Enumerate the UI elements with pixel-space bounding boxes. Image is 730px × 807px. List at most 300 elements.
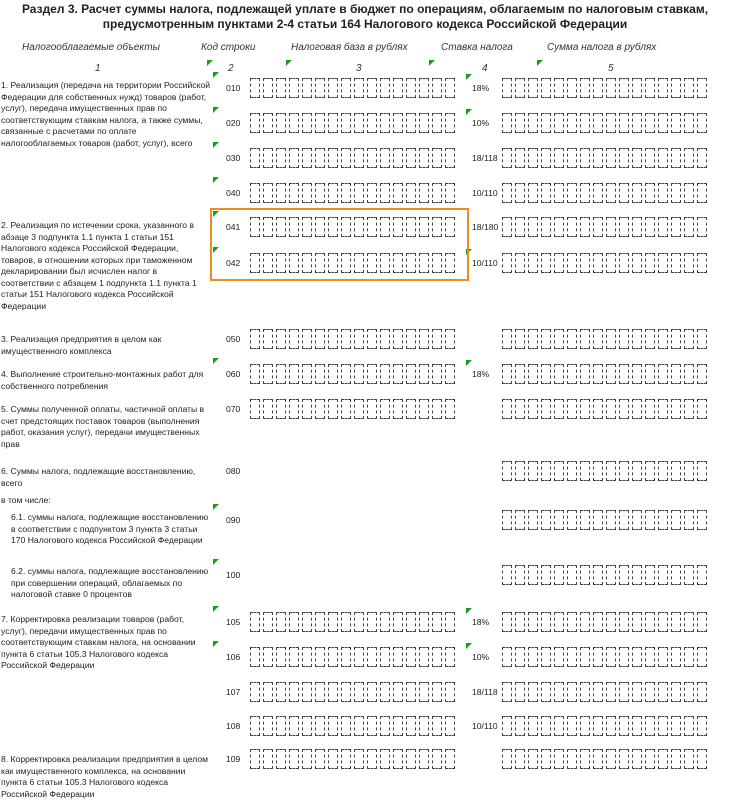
- input-cell[interactable]: [328, 682, 338, 702]
- input-cell[interactable]: [528, 716, 538, 736]
- input-cell[interactable]: [593, 113, 603, 133]
- input-cell[interactable]: [263, 749, 273, 769]
- input-cell[interactable]: [328, 183, 338, 203]
- input-cell[interactable]: [315, 329, 325, 349]
- input-cell[interactable]: [580, 329, 590, 349]
- input-cell[interactable]: [541, 148, 551, 168]
- input-cell[interactable]: [593, 399, 603, 419]
- input-cell[interactable]: [263, 329, 273, 349]
- input-cell[interactable]: [393, 113, 403, 133]
- input-cell[interactable]: [580, 399, 590, 419]
- input-cell[interactable]: [554, 716, 564, 736]
- input-cell[interactable]: [645, 113, 655, 133]
- input-cell[interactable]: [580, 461, 590, 481]
- input-cell[interactable]: [632, 682, 642, 702]
- input-cell[interactable]: [328, 364, 338, 384]
- input-cell[interactable]: [697, 565, 707, 585]
- input-cell[interactable]: [580, 749, 590, 769]
- input-cell[interactable]: [515, 510, 525, 530]
- input-cell[interactable]: [580, 253, 590, 273]
- input-cell[interactable]: [606, 364, 616, 384]
- input-cell[interactable]: [367, 78, 377, 98]
- input-cell[interactable]: [367, 399, 377, 419]
- input-cell[interactable]: [632, 565, 642, 585]
- input-cell[interactable]: [554, 647, 564, 667]
- input-cell[interactable]: [432, 399, 442, 419]
- input-cell[interactable]: [328, 716, 338, 736]
- input-cell[interactable]: [684, 510, 694, 530]
- input-cell[interactable]: [645, 682, 655, 702]
- input-cell[interactable]: [684, 78, 694, 98]
- input-cell[interactable]: [528, 113, 538, 133]
- input-cell[interactable]: [619, 148, 629, 168]
- input-cell[interactable]: [380, 716, 390, 736]
- input-cell[interactable]: [502, 749, 512, 769]
- input-cell[interactable]: [276, 716, 286, 736]
- input-cell[interactable]: [315, 647, 325, 667]
- input-cell[interactable]: [367, 183, 377, 203]
- input-cell[interactable]: [289, 716, 299, 736]
- input-cell[interactable]: [515, 749, 525, 769]
- input-cell[interactable]: [354, 612, 364, 632]
- input-cell[interactable]: [445, 399, 455, 419]
- input-cell[interactable]: [328, 329, 338, 349]
- input-cell[interactable]: [328, 399, 338, 419]
- input-cell[interactable]: [406, 329, 416, 349]
- input-cell[interactable]: [315, 148, 325, 168]
- input-cell[interactable]: [567, 183, 577, 203]
- input-cell[interactable]: [645, 329, 655, 349]
- input-cell[interactable]: [528, 612, 538, 632]
- input-cell[interactable]: [528, 682, 538, 702]
- input-cell[interactable]: [528, 749, 538, 769]
- input-cell[interactable]: [606, 78, 616, 98]
- input-cell[interactable]: [697, 716, 707, 736]
- input-cell[interactable]: [354, 78, 364, 98]
- input-cell[interactable]: [606, 329, 616, 349]
- input-cell[interactable]: [658, 113, 668, 133]
- input-cell[interactable]: [419, 78, 429, 98]
- input-cell[interactable]: [502, 461, 512, 481]
- input-cell[interactable]: [697, 647, 707, 667]
- input-cell[interactable]: [515, 647, 525, 667]
- input-cell[interactable]: [528, 148, 538, 168]
- input-cell[interactable]: [645, 148, 655, 168]
- input-cell[interactable]: [593, 329, 603, 349]
- input-cell[interactable]: [380, 113, 390, 133]
- input-cell[interactable]: [541, 183, 551, 203]
- input-cell[interactable]: [380, 148, 390, 168]
- input-cell[interactable]: [632, 647, 642, 667]
- input-cell[interactable]: [658, 461, 668, 481]
- input-cell[interactable]: [432, 329, 442, 349]
- input-cell[interactable]: [502, 113, 512, 133]
- input-cell[interactable]: [354, 749, 364, 769]
- input-cell[interactable]: [432, 612, 442, 632]
- input-cell[interactable]: [606, 647, 616, 667]
- input-cell[interactable]: [671, 364, 681, 384]
- input-cell[interactable]: [380, 399, 390, 419]
- input-cell[interactable]: [432, 148, 442, 168]
- input-cell[interactable]: [276, 78, 286, 98]
- input-cell[interactable]: [658, 183, 668, 203]
- input-cell[interactable]: [502, 565, 512, 585]
- input-cell[interactable]: [645, 510, 655, 530]
- input-cell[interactable]: [341, 612, 351, 632]
- input-cell[interactable]: [619, 113, 629, 133]
- input-cell[interactable]: [406, 682, 416, 702]
- input-cell[interactable]: [606, 183, 616, 203]
- input-cell[interactable]: [632, 364, 642, 384]
- input-cell[interactable]: [289, 749, 299, 769]
- input-cell[interactable]: [367, 647, 377, 667]
- input-cell[interactable]: [658, 364, 668, 384]
- input-cell[interactable]: [671, 565, 681, 585]
- input-cell[interactable]: [684, 682, 694, 702]
- input-cell[interactable]: [276, 749, 286, 769]
- input-cell[interactable]: [671, 716, 681, 736]
- input-cell[interactable]: [632, 329, 642, 349]
- input-cell[interactable]: [502, 253, 512, 273]
- input-cell[interactable]: [250, 749, 260, 769]
- input-cell[interactable]: [684, 253, 694, 273]
- input-cell[interactable]: [645, 253, 655, 273]
- input-cell[interactable]: [684, 565, 694, 585]
- input-cell[interactable]: [528, 399, 538, 419]
- input-cell[interactable]: [593, 749, 603, 769]
- input-cell[interactable]: [406, 148, 416, 168]
- input-cell[interactable]: [671, 183, 681, 203]
- input-cell[interactable]: [528, 364, 538, 384]
- input-cell[interactable]: [658, 510, 668, 530]
- input-cell[interactable]: [645, 183, 655, 203]
- input-cell[interactable]: [671, 113, 681, 133]
- input-cell[interactable]: [302, 113, 312, 133]
- input-cell[interactable]: [593, 78, 603, 98]
- input-cell[interactable]: [541, 399, 551, 419]
- input-cell[interactable]: [380, 647, 390, 667]
- input-cell[interactable]: [515, 329, 525, 349]
- input-cell[interactable]: [567, 329, 577, 349]
- input-cell[interactable]: [554, 682, 564, 702]
- input-cell[interactable]: [289, 113, 299, 133]
- input-cell[interactable]: [419, 329, 429, 349]
- input-cell[interactable]: [619, 364, 629, 384]
- input-cell[interactable]: [632, 510, 642, 530]
- input-cell[interactable]: [580, 183, 590, 203]
- input-cell[interactable]: [380, 749, 390, 769]
- input-cell[interactable]: [445, 682, 455, 702]
- input-cell[interactable]: [697, 148, 707, 168]
- input-cell[interactable]: [684, 461, 694, 481]
- input-cell[interactable]: [341, 329, 351, 349]
- input-cell[interactable]: [502, 364, 512, 384]
- input-cell[interactable]: [263, 716, 273, 736]
- input-cell[interactable]: [658, 253, 668, 273]
- input-cell[interactable]: [697, 612, 707, 632]
- input-cell[interactable]: [580, 510, 590, 530]
- input-cell[interactable]: [341, 647, 351, 667]
- input-cell[interactable]: [432, 716, 442, 736]
- input-cell[interactable]: [445, 329, 455, 349]
- input-cell[interactable]: [541, 510, 551, 530]
- input-cell[interactable]: [263, 78, 273, 98]
- input-cell[interactable]: [393, 183, 403, 203]
- input-cell[interactable]: [250, 113, 260, 133]
- input-cell[interactable]: [406, 716, 416, 736]
- input-cell[interactable]: [671, 399, 681, 419]
- input-cell[interactable]: [567, 461, 577, 481]
- input-cell[interactable]: [619, 253, 629, 273]
- input-cell[interactable]: [302, 78, 312, 98]
- input-cell[interactable]: [502, 148, 512, 168]
- input-cell[interactable]: [580, 217, 590, 237]
- input-cell[interactable]: [502, 329, 512, 349]
- input-cell[interactable]: [606, 612, 616, 632]
- input-cell[interactable]: [697, 113, 707, 133]
- input-cell[interactable]: [684, 183, 694, 203]
- input-cell[interactable]: [541, 682, 551, 702]
- input-cell[interactable]: [289, 329, 299, 349]
- input-cell[interactable]: [419, 647, 429, 667]
- input-cell[interactable]: [263, 148, 273, 168]
- input-cell[interactable]: [528, 183, 538, 203]
- input-cell[interactable]: [541, 647, 551, 667]
- input-cell[interactable]: [419, 716, 429, 736]
- input-cell[interactable]: [632, 716, 642, 736]
- input-cell[interactable]: [580, 113, 590, 133]
- input-cell[interactable]: [541, 565, 551, 585]
- input-cell[interactable]: [250, 364, 260, 384]
- input-cell[interactable]: [380, 329, 390, 349]
- input-cell[interactable]: [697, 749, 707, 769]
- input-cell[interactable]: [593, 217, 603, 237]
- input-cell[interactable]: [632, 253, 642, 273]
- input-cell[interactable]: [302, 329, 312, 349]
- input-cell[interactable]: [541, 612, 551, 632]
- input-cell[interactable]: [580, 647, 590, 667]
- input-cell[interactable]: [393, 612, 403, 632]
- input-cell[interactable]: [367, 148, 377, 168]
- input-cell[interactable]: [619, 682, 629, 702]
- input-cell[interactable]: [684, 716, 694, 736]
- input-cell[interactable]: [606, 461, 616, 481]
- input-cell[interactable]: [580, 78, 590, 98]
- input-cell[interactable]: [328, 148, 338, 168]
- input-cell[interactable]: [645, 565, 655, 585]
- input-cell[interactable]: [250, 148, 260, 168]
- input-cell[interactable]: [406, 183, 416, 203]
- input-cell[interactable]: [445, 716, 455, 736]
- input-cell[interactable]: [432, 78, 442, 98]
- input-cell[interactable]: [502, 399, 512, 419]
- input-cell[interactable]: [528, 461, 538, 481]
- input-cell[interactable]: [432, 183, 442, 203]
- input-cell[interactable]: [658, 682, 668, 702]
- input-cell[interactable]: [354, 682, 364, 702]
- input-cell[interactable]: [619, 217, 629, 237]
- input-cell[interactable]: [341, 399, 351, 419]
- input-cell[interactable]: [328, 749, 338, 769]
- input-cell[interactable]: [263, 183, 273, 203]
- input-cell[interactable]: [580, 682, 590, 702]
- input-cell[interactable]: [302, 148, 312, 168]
- input-cell[interactable]: [567, 565, 577, 585]
- input-cell[interactable]: [567, 749, 577, 769]
- input-cell[interactable]: [502, 217, 512, 237]
- input-cell[interactable]: [645, 749, 655, 769]
- input-cell[interactable]: [554, 612, 564, 632]
- input-cell[interactable]: [341, 183, 351, 203]
- input-cell[interactable]: [554, 364, 564, 384]
- input-cell[interactable]: [445, 647, 455, 667]
- input-cell[interactable]: [515, 612, 525, 632]
- input-cell[interactable]: [445, 148, 455, 168]
- input-cell[interactable]: [619, 510, 629, 530]
- input-cell[interactable]: [315, 612, 325, 632]
- input-cell[interactable]: [367, 682, 377, 702]
- input-cell[interactable]: [276, 399, 286, 419]
- input-cell[interactable]: [515, 253, 525, 273]
- input-cell[interactable]: [315, 113, 325, 133]
- input-cell[interactable]: [632, 148, 642, 168]
- input-cell[interactable]: [315, 399, 325, 419]
- input-cell[interactable]: [606, 565, 616, 585]
- input-cell[interactable]: [554, 399, 564, 419]
- input-cell[interactable]: [354, 364, 364, 384]
- input-cell[interactable]: [619, 647, 629, 667]
- input-cell[interactable]: [554, 217, 564, 237]
- input-cell[interactable]: [302, 716, 312, 736]
- input-cell[interactable]: [619, 716, 629, 736]
- input-cell[interactable]: [393, 399, 403, 419]
- input-cell[interactable]: [354, 329, 364, 349]
- input-cell[interactable]: [671, 78, 681, 98]
- input-cell[interactable]: [276, 612, 286, 632]
- input-cell[interactable]: [528, 647, 538, 667]
- input-cell[interactable]: [619, 461, 629, 481]
- input-cell[interactable]: [419, 148, 429, 168]
- input-cell[interactable]: [276, 183, 286, 203]
- input-cell[interactable]: [554, 329, 564, 349]
- input-cell[interactable]: [393, 78, 403, 98]
- input-cell[interactable]: [302, 647, 312, 667]
- input-cell[interactable]: [645, 647, 655, 667]
- input-cell[interactable]: [541, 329, 551, 349]
- input-cell[interactable]: [276, 364, 286, 384]
- input-cell[interactable]: [671, 510, 681, 530]
- input-cell[interactable]: [697, 461, 707, 481]
- input-cell[interactable]: [567, 113, 577, 133]
- input-cell[interactable]: [315, 749, 325, 769]
- input-cell[interactable]: [380, 364, 390, 384]
- input-cell[interactable]: [289, 682, 299, 702]
- input-cell[interactable]: [658, 647, 668, 667]
- input-cell[interactable]: [276, 682, 286, 702]
- input-cell[interactable]: [554, 148, 564, 168]
- input-cell[interactable]: [606, 749, 616, 769]
- input-cell[interactable]: [554, 113, 564, 133]
- input-cell[interactable]: [432, 682, 442, 702]
- input-cell[interactable]: [619, 612, 629, 632]
- input-cell[interactable]: [328, 647, 338, 667]
- input-cell[interactable]: [406, 113, 416, 133]
- input-cell[interactable]: [541, 749, 551, 769]
- input-cell[interactable]: [419, 113, 429, 133]
- input-cell[interactable]: [515, 565, 525, 585]
- input-cell[interactable]: [341, 749, 351, 769]
- input-cell[interactable]: [502, 647, 512, 667]
- input-cell[interactable]: [684, 217, 694, 237]
- input-cell[interactable]: [276, 329, 286, 349]
- input-cell[interactable]: [393, 716, 403, 736]
- input-cell[interactable]: [354, 113, 364, 133]
- input-cell[interactable]: [380, 612, 390, 632]
- input-cell[interactable]: [502, 716, 512, 736]
- input-cell[interactable]: [419, 682, 429, 702]
- input-cell[interactable]: [632, 113, 642, 133]
- input-cell[interactable]: [658, 217, 668, 237]
- input-cell[interactable]: [502, 78, 512, 98]
- input-cell[interactable]: [606, 682, 616, 702]
- input-cell[interactable]: [619, 565, 629, 585]
- input-cell[interactable]: [554, 510, 564, 530]
- input-cell[interactable]: [580, 148, 590, 168]
- input-cell[interactable]: [697, 217, 707, 237]
- input-cell[interactable]: [419, 749, 429, 769]
- input-cell[interactable]: [315, 364, 325, 384]
- input-cell[interactable]: [580, 364, 590, 384]
- input-cell[interactable]: [302, 612, 312, 632]
- input-cell[interactable]: [632, 612, 642, 632]
- input-cell[interactable]: [671, 749, 681, 769]
- input-cell[interactable]: [302, 749, 312, 769]
- input-cell[interactable]: [393, 749, 403, 769]
- input-cell[interactable]: [289, 78, 299, 98]
- input-cell[interactable]: [263, 399, 273, 419]
- input-cell[interactable]: [354, 183, 364, 203]
- input-cell[interactable]: [445, 78, 455, 98]
- input-cell[interactable]: [289, 364, 299, 384]
- input-cell[interactable]: [315, 716, 325, 736]
- input-cell[interactable]: [315, 183, 325, 203]
- input-cell[interactable]: [419, 183, 429, 203]
- input-cell[interactable]: [632, 78, 642, 98]
- input-cell[interactable]: [645, 461, 655, 481]
- input-cell[interactable]: [619, 78, 629, 98]
- input-cell[interactable]: [250, 716, 260, 736]
- input-cell[interactable]: [528, 253, 538, 273]
- input-cell[interactable]: [393, 364, 403, 384]
- input-cell[interactable]: [554, 461, 564, 481]
- input-cell[interactable]: [671, 148, 681, 168]
- input-cell[interactable]: [658, 716, 668, 736]
- input-cell[interactable]: [606, 510, 616, 530]
- input-cell[interactable]: [684, 399, 694, 419]
- input-cell[interactable]: [541, 78, 551, 98]
- input-cell[interactable]: [393, 682, 403, 702]
- input-cell[interactable]: [515, 682, 525, 702]
- input-cell[interactable]: [554, 183, 564, 203]
- input-cell[interactable]: [515, 183, 525, 203]
- input-cell[interactable]: [632, 217, 642, 237]
- input-cell[interactable]: [684, 612, 694, 632]
- input-cell[interactable]: [432, 749, 442, 769]
- input-cell[interactable]: [658, 78, 668, 98]
- input-cell[interactable]: [445, 183, 455, 203]
- input-cell[interactable]: [593, 510, 603, 530]
- input-cell[interactable]: [697, 78, 707, 98]
